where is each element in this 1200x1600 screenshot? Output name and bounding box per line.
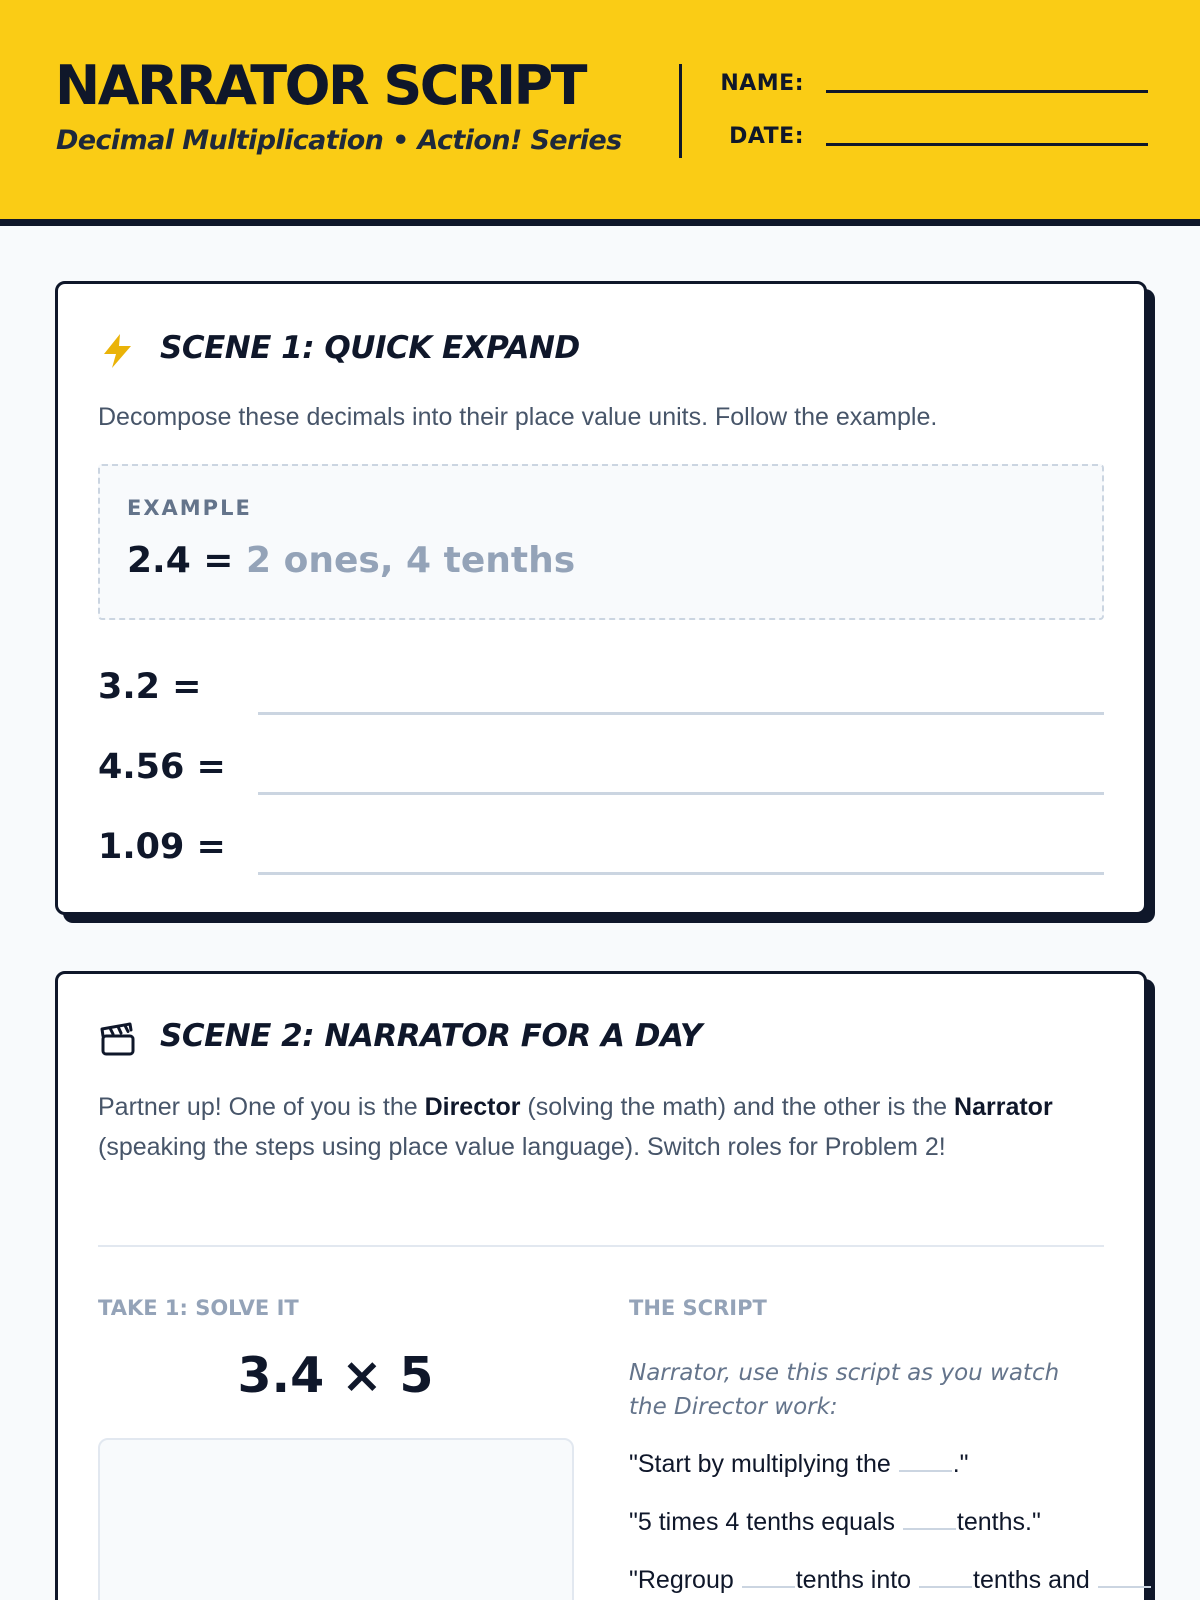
script-intro: Narrator, use this script as you watch the Director work: bbox=[629, 1360, 1060, 1420]
scene-2-title: SCENE 2: NARRATOR FOR A DAY bbox=[160, 1018, 702, 1054]
answer-line[interactable] bbox=[258, 792, 1104, 795]
problem-label: 4.56 = bbox=[98, 747, 226, 787]
scene-1-instructions: Decompose these decimals into their place value units. Follow the example. bbox=[98, 403, 938, 431]
fill-blank[interactable] bbox=[903, 1508, 956, 1530]
fill-blank[interactable] bbox=[919, 1566, 972, 1588]
date-label: DATE: bbox=[729, 124, 804, 149]
script-text: tenths." bbox=[956, 1508, 1041, 1536]
director-role: Director bbox=[424, 1093, 521, 1121]
header-divider bbox=[679, 64, 682, 158]
fill-blank[interactable] bbox=[899, 1450, 952, 1472]
script-text: "Start by multiplying the bbox=[629, 1450, 898, 1478]
page-header bbox=[0, 0, 1200, 226]
fill-blank[interactable] bbox=[742, 1566, 795, 1588]
problem-label: 1.09 = bbox=[98, 827, 226, 867]
page-title: NARRATOR SCRIPT bbox=[55, 54, 585, 117]
answer-line[interactable] bbox=[258, 712, 1104, 715]
example-box bbox=[98, 464, 1104, 620]
example-rhs: 2 ones, 4 tenths bbox=[246, 540, 576, 581]
scene-1-title: SCENE 1: QUICK EXPAND bbox=[160, 330, 580, 366]
script-line bbox=[629, 1566, 1149, 1595]
work-area[interactable] bbox=[98, 1438, 574, 1600]
section-divider bbox=[98, 1245, 1104, 1247]
example-equation bbox=[127, 540, 575, 581]
scene-2-instructions bbox=[98, 1087, 1108, 1167]
scene-1-card bbox=[55, 281, 1147, 915]
date-field[interactable] bbox=[826, 143, 1148, 146]
example-label: EXAMPLE bbox=[127, 496, 252, 520]
instructions-text: (speaking the steps using place value language). Switch roles for Problem 2! bbox=[98, 1133, 946, 1161]
clapperboard-icon bbox=[98, 1019, 138, 1059]
fill-blank[interactable] bbox=[1098, 1566, 1151, 1588]
example-lhs: 2.4 = bbox=[127, 540, 234, 581]
name-field[interactable] bbox=[826, 90, 1148, 93]
name-label: NAME: bbox=[720, 71, 804, 96]
scene-2-card bbox=[55, 971, 1147, 1600]
problem-label: 3.2 = bbox=[98, 667, 202, 707]
instructions-text: (solving the math) and the other is the bbox=[520, 1093, 955, 1121]
script-text: tenths into bbox=[795, 1566, 919, 1594]
narrator-role: Narrator bbox=[954, 1093, 1053, 1121]
script-text: "5 times 4 tenths equals bbox=[629, 1508, 902, 1536]
script-text: tenths and bbox=[973, 1566, 1097, 1594]
multiplication-problem: 3.4 × 5 bbox=[237, 1347, 434, 1404]
script-text: ." bbox=[952, 1450, 969, 1478]
script-text: "Regroup bbox=[629, 1566, 741, 1594]
lightning-bolt-icon bbox=[98, 331, 138, 371]
take-1-heading: TAKE 1: SOLVE IT bbox=[98, 1296, 299, 1320]
page-subtitle: Decimal Multiplication • Action! Series bbox=[56, 125, 622, 156]
script-heading: THE SCRIPT bbox=[629, 1296, 767, 1320]
script-line bbox=[629, 1450, 1149, 1479]
instructions-text: Partner up! One of you is the bbox=[98, 1093, 425, 1121]
answer-line[interactable] bbox=[258, 872, 1104, 875]
script-line bbox=[629, 1508, 1149, 1537]
